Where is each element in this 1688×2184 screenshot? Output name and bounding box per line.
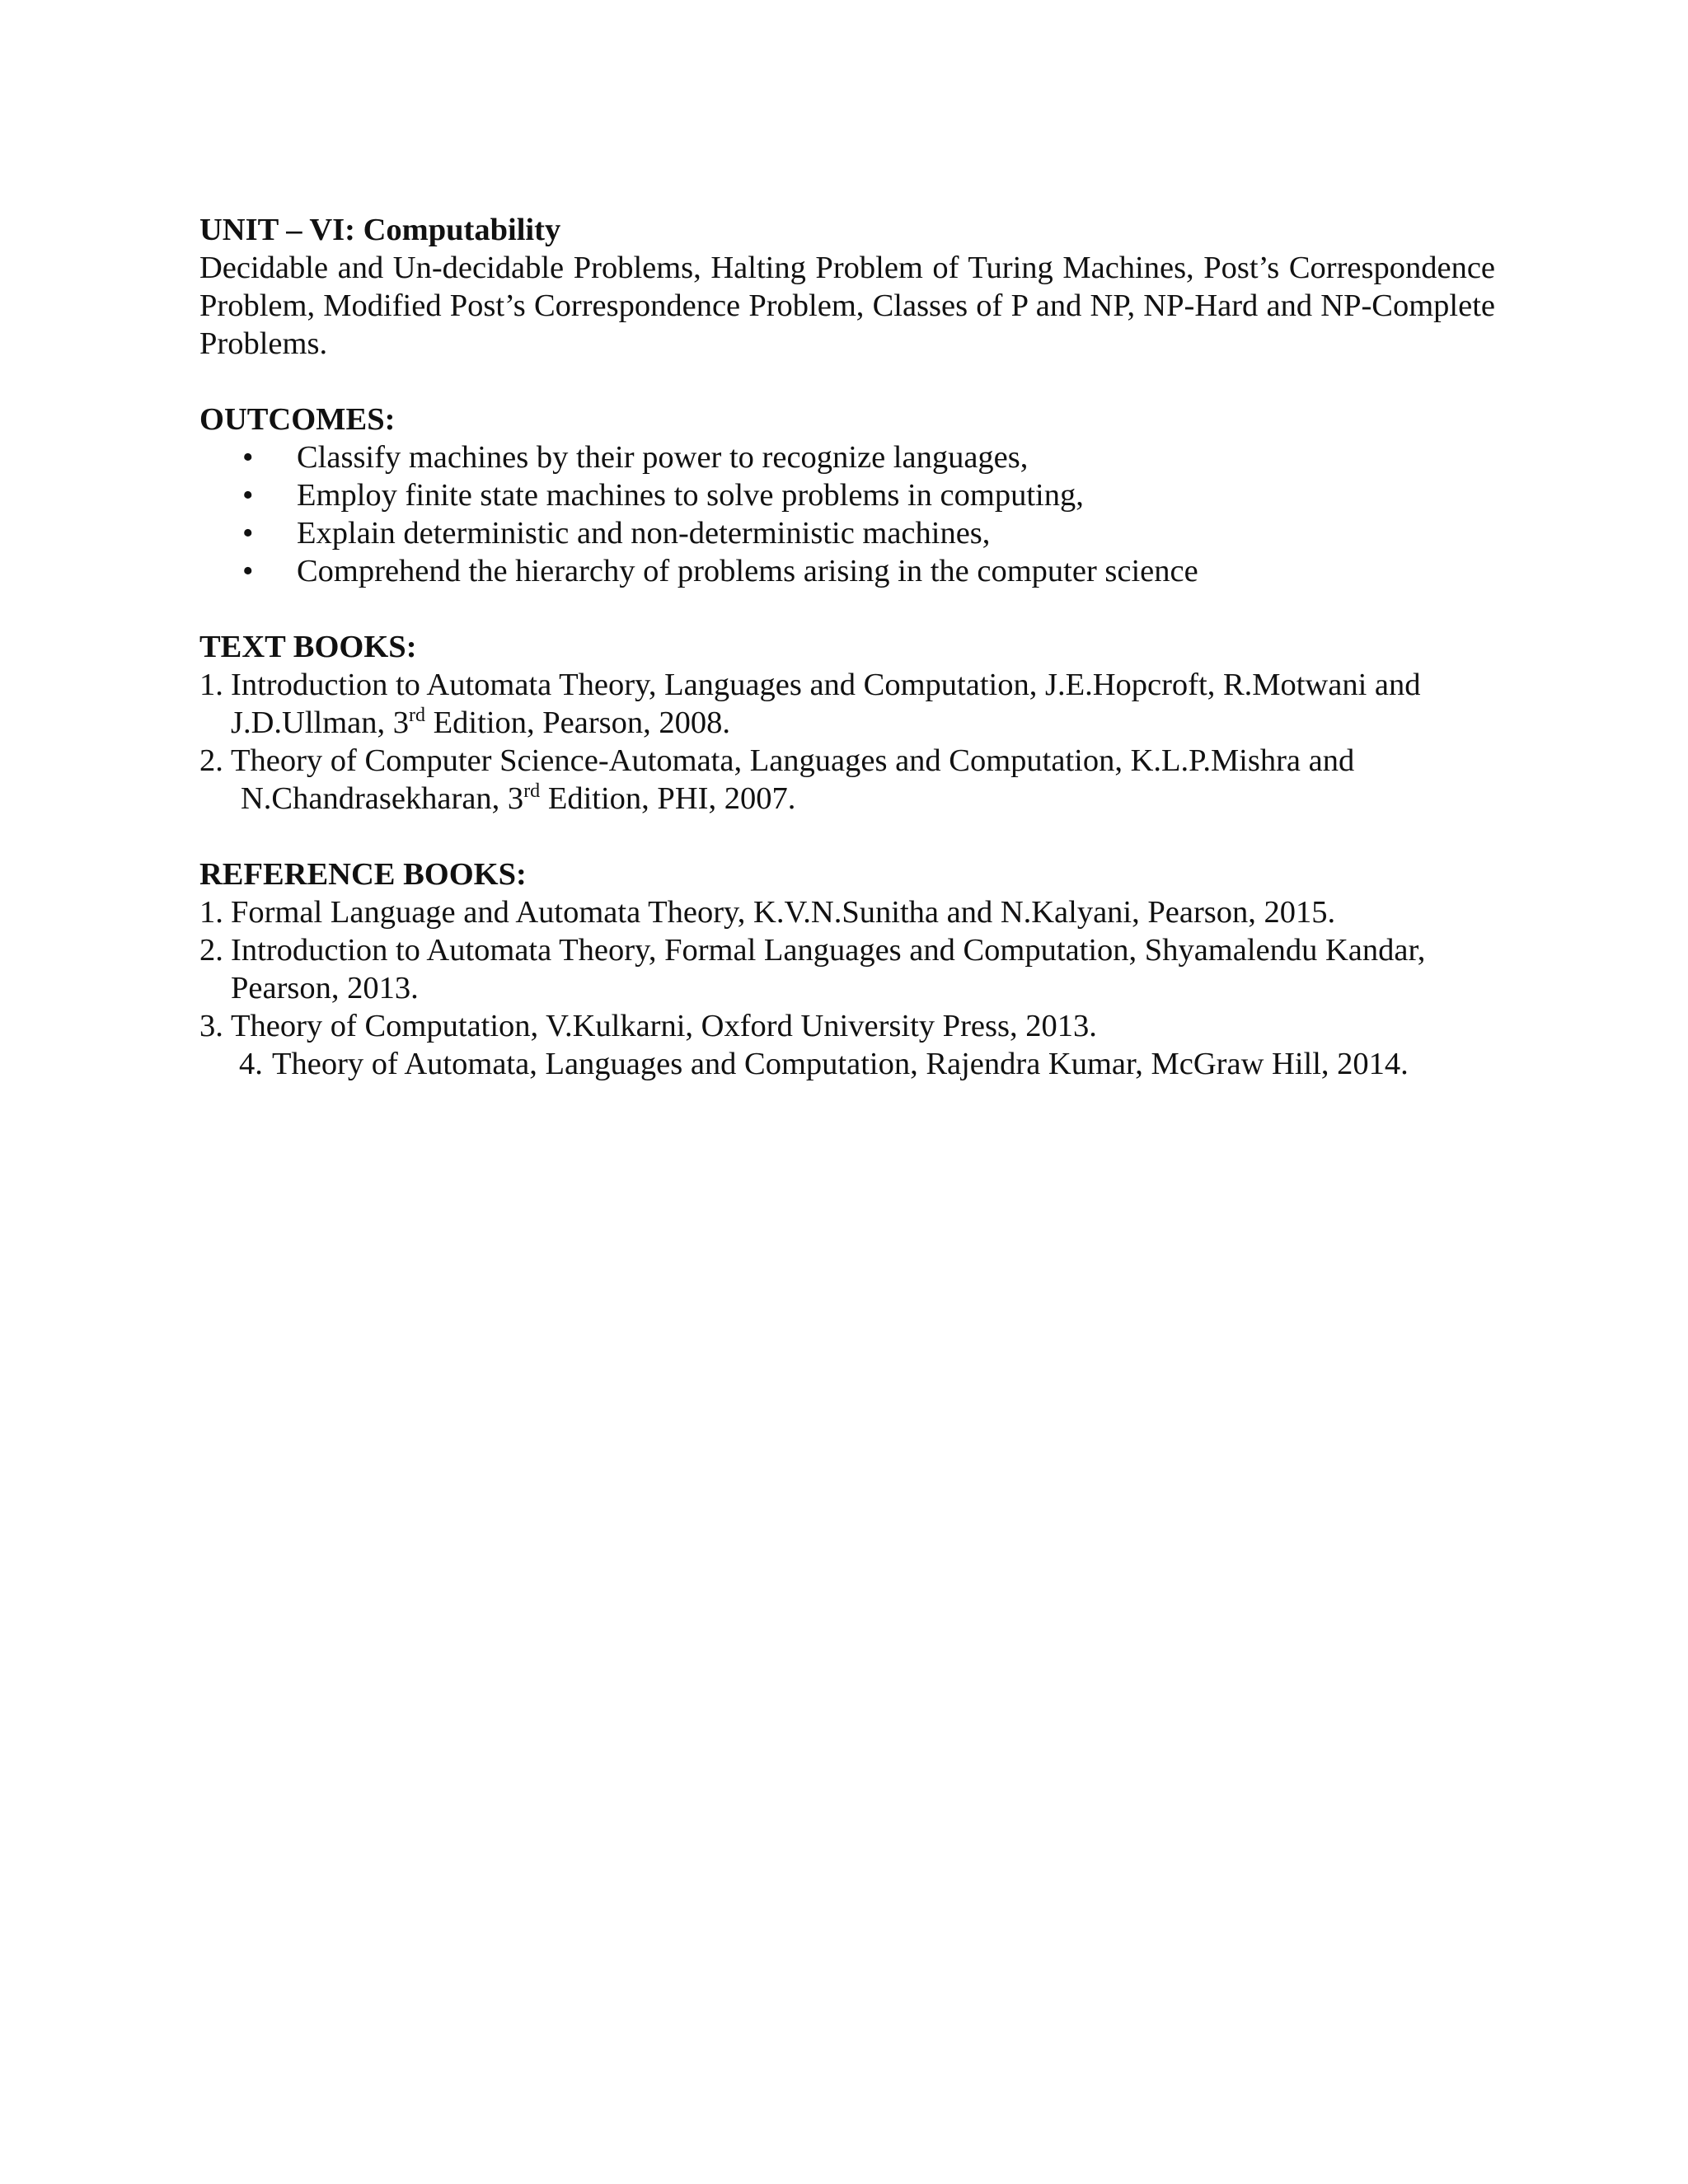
book-line: Pearson, 2013.	[231, 971, 419, 1005]
outcome-text: Comprehend the hierarchy of problems arising in the computer science	[297, 554, 1198, 588]
reference-book-item	[199, 1045, 1495, 1083]
text-books-list	[199, 666, 1495, 818]
reference-book-item	[199, 1007, 1495, 1045]
item-number: 4.	[239, 1047, 263, 1081]
outcome-item	[199, 552, 1495, 590]
unit-title: UNIT – VI: Computability	[199, 213, 561, 247]
book-line-text: Edition, Pearson, 2008.	[425, 705, 731, 740]
spacer	[199, 363, 1495, 401]
reference-book-item	[199, 931, 1495, 1007]
book-line: Theory of Automata, Languages and Computation, Rajendra Kumar, McGraw Hill, 2014.	[272, 1047, 1409, 1081]
outcome-text: Explain deterministic and non-deterministic machines,	[297, 516, 991, 551]
book-line-text: N.Chandrasekharan, 3	[241, 781, 524, 816]
ordinal-suffix: rd	[409, 705, 426, 726]
book-line-text: Edition, PHI, 2007.	[540, 781, 796, 816]
text-books-title: TEXT BOOKS:	[199, 630, 417, 664]
item-number: 2.	[199, 933, 223, 968]
document-page	[199, 211, 1495, 1083]
text-book-item	[199, 666, 1495, 742]
text-book-item	[199, 742, 1495, 818]
ordinal-suffix: rd	[523, 780, 541, 802]
outcomes-list	[199, 438, 1495, 590]
outcomes-title: OUTCOMES:	[199, 402, 396, 437]
reference-book-item	[199, 893, 1495, 931]
book-line-text: J.D.Ullman, 3	[231, 705, 410, 740]
book-line: Theory of Computer Science-Automata, Languages and Computation, K.L.P.Mishra and	[231, 743, 1355, 778]
unit-body: Decidable and Un-decidable Problems, Halting Problem of Turing Machines, Post’s Correspondence Problem, Modified Post’s Correspondence Problem, Classes of P and NP, NP-Hard and NP-Complete Problems.	[199, 251, 1495, 361]
bullet-icon: •	[242, 440, 254, 475]
item-number: 1.	[199, 895, 223, 930]
book-line: Introduction to Automata Theory, Formal Languages and Computation, Shyamalendu Kandar,	[231, 933, 1426, 968]
bullet-icon: •	[242, 516, 254, 551]
outcome-text: Employ finite state machines to solve problems in computing,	[297, 478, 1084, 513]
book-line: Theory of Computation, V.Kulkarni, Oxford University Press, 2013.	[231, 1009, 1097, 1043]
book-line	[231, 704, 1495, 742]
spacer	[199, 590, 1495, 628]
item-number: 1.	[199, 668, 223, 702]
reference-books-title: REFERENCE BOOKS:	[199, 857, 527, 892]
outcome-item	[199, 438, 1495, 476]
item-number: 3.	[199, 1009, 223, 1043]
book-line: Introduction to Automata Theory, Languages and Computation, J.E.Hopcroft, R.Motwani and	[231, 668, 1421, 702]
outcome-item	[199, 476, 1495, 514]
book-line: Formal Language and Automata Theory, K.V.N.Sunitha and N.Kalyani, Pearson, 2015.	[231, 895, 1336, 930]
bullet-icon: •	[242, 478, 254, 513]
item-number: 2.	[199, 743, 223, 778]
book-line	[231, 780, 1495, 818]
spacer	[199, 818, 1495, 855]
reference-books-list	[199, 893, 1495, 1083]
outcome-text: Classify machines by their power to recognize languages,	[297, 440, 1029, 475]
outcome-item	[199, 514, 1495, 552]
bullet-icon: •	[242, 554, 254, 588]
